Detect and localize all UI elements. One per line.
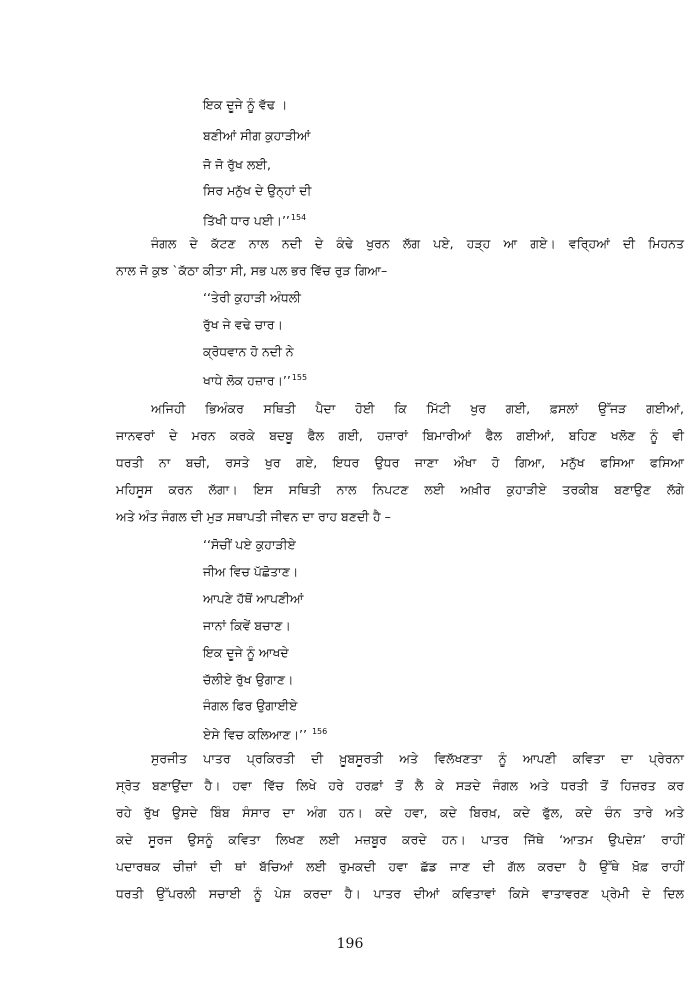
poem-line: ਇਕ ਦੂਜੇ ਨੂੰ ਆਖਦੇ xyxy=(203,645,289,660)
footnote-ref: 155 xyxy=(291,373,308,382)
paragraph-line: ਅਤੇ ਅੰਤ ਜੰਗਲ ਦੀ ਮੁੜ ਸਥਾਪਤੀ ਜੀਵਨ ਦਾ ਰਾਹ ਬਣਦੀ ਹੈ – xyxy=(116,509,391,524)
poem-line: ਕ੍ਰੋਧਵਾਨ ਹੋ ਨਦੀ ਨੇ xyxy=(203,344,294,359)
poem-line: ਜੋ ਜੋ ਰੁੱਖ ਲਈ, xyxy=(203,157,271,172)
paragraph-line: ਅਜਿਹੀ ਭਿਅੰਕਰ ਸਥਿਤੀ ਪੈਦਾ ਹੋਈ ਕਿ ਮਿੱਟੀ ਖੁਰ ਗਈ, ਫ਼ਸਲਾਂ ਉੱਜੜ ਗਈਆਂ, xyxy=(151,401,684,416)
paragraph-line: ਪਦਾਰਥਕ ਚੀਜ਼ਾਂ ਦੀ ਥਾਂ ਬੱਚਿਆਂ ਲਈ ਰੁਮਕਦੀ ਹਵਾ ਛੱਡ ਜਾਣ ਦੀ ਗੱਲ ਕਰਦਾ ਹੈ ਉੱਥੇ ਖ਼ੋਫ਼ ਰਾਹੀਂ xyxy=(116,859,684,874)
poem-line: ਚੱਲੀਏ ਰੁੱਖ ਉਗਾਣ। xyxy=(203,672,294,687)
poem-line: ਖਾਧੇ ਲੋਕ ਹਜ਼ਾਰ।’’$^{155}$ xyxy=(203,373,308,388)
poem-line: ‘‘ਤੇਰੀ ਕੁਹਾੜੀ ਅੰਧਲੀ xyxy=(203,290,301,305)
poem-line: ਜੰਗਲ ਫਿਰ ਉਗਾਈਏ xyxy=(203,698,298,713)
footnote-ref: 156 xyxy=(311,727,328,736)
paragraph-line: ਨਾਲ ਜੋ ਕੁਝ `ਕੱਠਾ ਕੀਤਾ ਸੀ, ਸਭ ਪਲ ਭਰ ਵਿੱਚ ਰੁੜ ਗਿਆ– xyxy=(116,263,388,278)
paragraph-line: ਕਦੇ ਸੂਰਜ ਉਸਨੂੰ ਕਵਿਤਾ ਲਿਖਣ ਲਈ ਮਜ਼ਬੂਰ ਕਰਦੇ ਹਨ। ਪਾਤਰ ਜਿੱਥੇ ‘ਆਤਮ ਉਪਦੇਸ਼’ ਰਾਹੀਂ xyxy=(116,832,684,847)
poem-line: ਸਿਰ ਮਨੁੱਖ ਦੇ ਉਨ੍ਹਾਂ ਦੀ xyxy=(203,183,312,198)
poem-line: ਏਸੇ ਵਿਚ ਕਲਿਆਣ।’’ $^{156}$ xyxy=(203,727,328,742)
footnote-ref: 154 xyxy=(290,213,307,222)
paragraph-line: ਧਰਤੀ ਉੱਪਰਲੀ ਸਚਾਈ ਨੂੰ ਪੇਸ਼ ਕਰਦਾ ਹੈ। ਪਾਤਰ ਦੀਆਂ ਕਵਿਤਾਵਾਂ ਕਿਸੇ ਵਾਤਾਵਰਣ ਪ੍ਰੇਮੀ ਦੇ ਦਿਲ xyxy=(116,886,684,901)
paragraph-line: ਧਰਤੀ ਨਾ ਬਚੀ, ਰਸਤੇ ਖੁਰ ਗਏ, ਇਧਰ ਉਧਰ ਜਾਣਾ ਔਖਾ ਹੋ ਗਿਆ, ਮਨੁੱਖ ਫਸਿਆ ਫਸਿਆ xyxy=(116,455,684,470)
paragraph-line: ਸੁਰਜੀਤ ਪਾਤਰ ਪ੍ਰਕਿਰਤੀ ਦੀ ਖ਼ੂਬਸੂਰਤੀ ਅਤੇ ਵਿਲੱਖਣਤਾ ਨੂੰ ਆਪਣੀ ਕਵਿਤਾ ਦਾ ਪ੍ਰੇਰਨਾ xyxy=(151,751,684,766)
poem-line: ਆਪਣੇ ਹੱਥੋਂ ਆਪਣੀਆਂ xyxy=(203,591,304,606)
paragraph-line: ਸ੍ਰੋਤ ਬਣਾਉਂਦਾ ਹੈ। ਹਵਾ ਵਿੱਚ ਲਿਖੇ ਹਰੇ ਹਰਫ਼ਾਂ ਤੋਂ ਲੈ ਕੇ ਸੜਦੇ ਜੰਗਲ ਅਤੇ ਧਰਤੀ ਤੋਂ ਹਿਜ਼ਰਤ ਕਰ xyxy=(116,778,684,793)
poem-line: ਜਾਨਾਂ ਕਿਵੇਂ ਬਚਾਣ। xyxy=(203,618,291,633)
poem-line: ਤਿੱਖੀ ਧਾਰ ਪਈ।’’$^{154}$ xyxy=(203,213,307,228)
poem-line: ਰੁੱਖ ਜੇ ਵਢੇ ਚਾਰ। xyxy=(203,317,283,332)
poem-line: ਜੀਅ ਵਿਚ ਪੱਛੋਤਾਣ। xyxy=(203,564,299,579)
paragraph-line: ਮਹਿਸੂਸ ਕਰਨ ਲੱਗਾ। ਇਸ ਸਥਿਤੀ ਨਾਲ ਨਿਪਟਣ ਲਈ ਅਖ਼ੀਰ ਕੁਹਾੜੀਏ ਤਰਕੀਬ ਬਣਾਉਣ ਲੱਗੇ xyxy=(116,482,684,497)
poem-line: ਇਕ ਦੂਜੇ ਨੂੰ ਵੱਢ । xyxy=(203,97,288,112)
paragraph-line: ਜੰਗਲ ਦੇ ਕੱਟਣ ਨਾਲ ਨਦੀ ਦੇ ਕੰਢੇ ਖੁਰਨ ਲੱਗ ਪਏ, ਹੜ੍ਹ ਆ ਗਏ। ਵਰ੍ਹਿਆਂ ਦੀ ਮਿਹਨਤ xyxy=(151,236,684,251)
poem-line: ‘‘ਸੋਚੀਂ ਪਏ ਕੁਹਾੜੀਏ xyxy=(203,537,296,552)
page-number: 196 xyxy=(336,936,364,952)
poem-line: ਬਣੀਆਂ ਸੀਗ ਕੁਹਾੜੀਆਂ xyxy=(203,128,311,143)
paragraph-line: ਜਾਨਵਰਾਂ ਦੇ ਮਰਨ ਕਰਕੇ ਬਦਬੂ ਫੈਲ ਗਈ, ਹਜ਼ਾਰਾਂ ਬਿਮਾਰੀਆਂ ਫੈਲ ਗਈਆਂ, ਬਹਿਣ ਖਲੋਣ ਨੂੰ ਵੀ xyxy=(116,428,684,443)
paragraph-line: ਰਹੇ ਰੁੱਖ ਉਸਦੇ ਬਿੰਬ ਸੰਸਾਰ ਦਾ ਅੰਗ ਹਨ। ਕਦੇ ਹਵਾ, ਕਦੇ ਬਿਰਖ਼, ਕਦੇ ਫੁੱਲ, ਕਦੇ ਚੰਨ ਤਾਰੇ ਅਤੇ xyxy=(116,805,684,820)
